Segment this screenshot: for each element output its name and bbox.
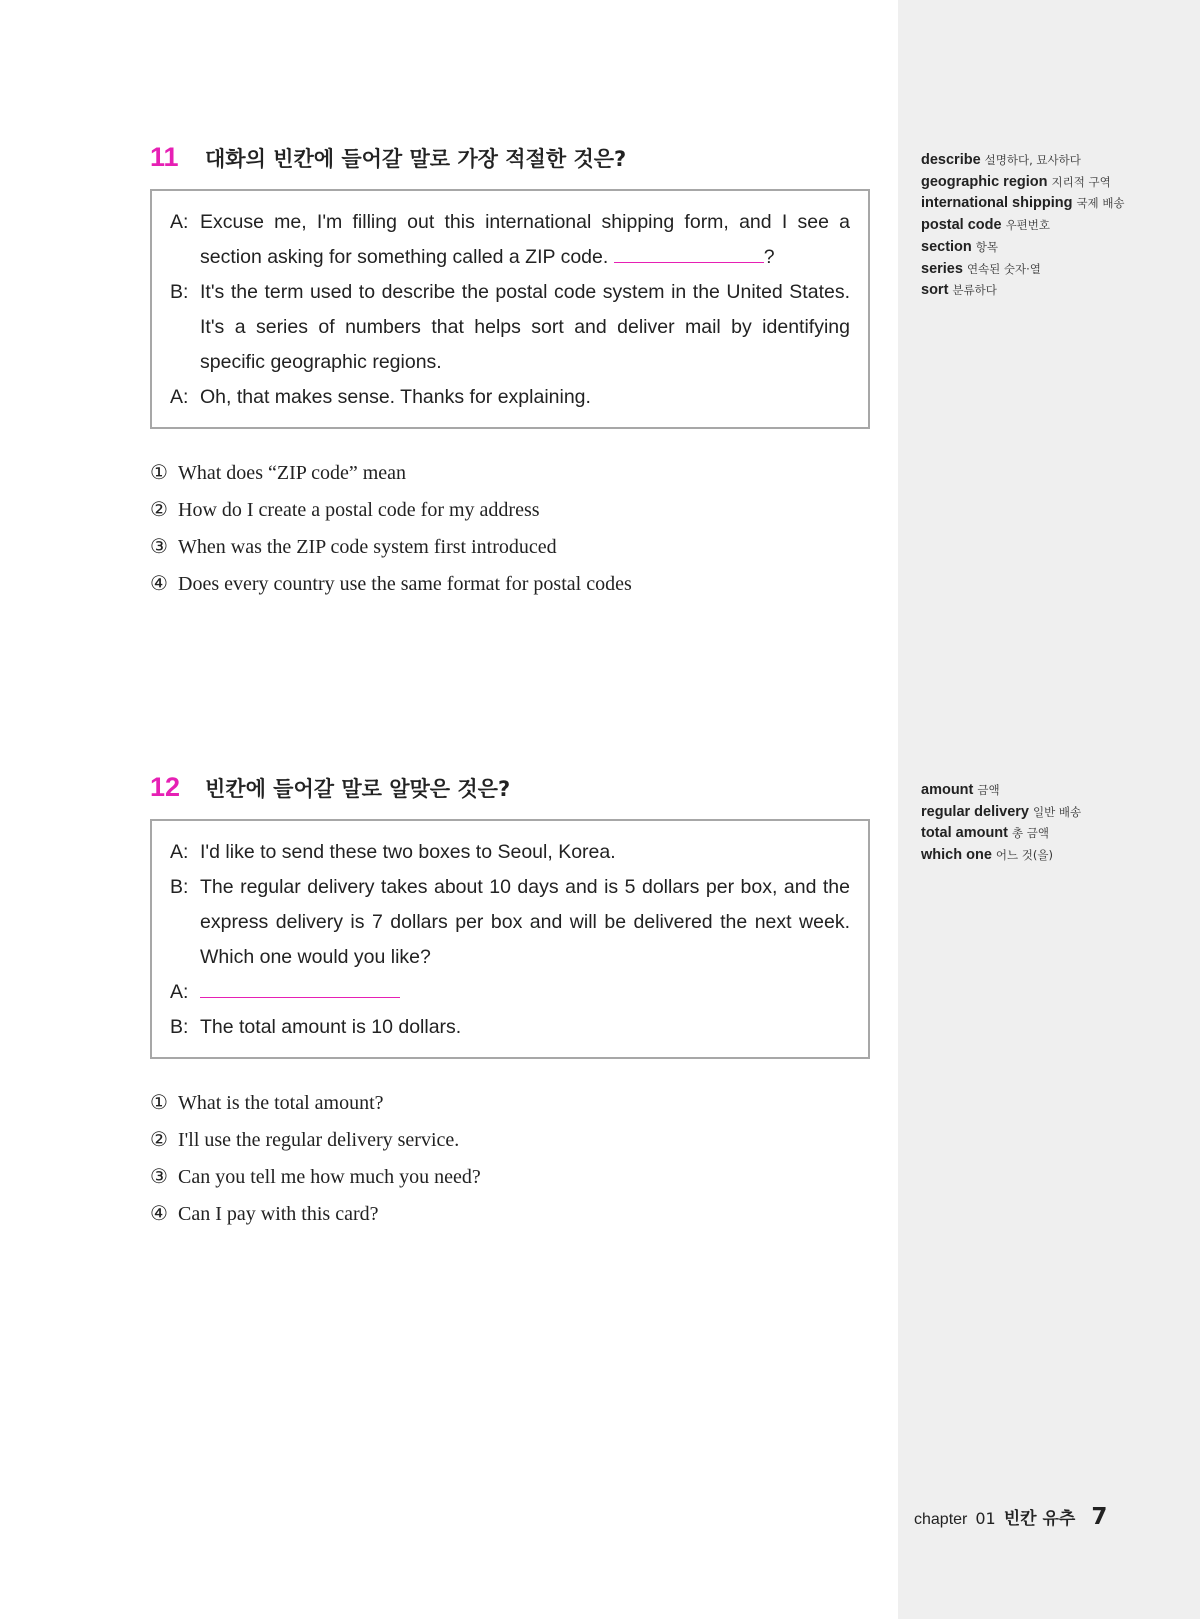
utterance — [200, 975, 850, 1010]
vocab-item — [921, 280, 1191, 302]
option-mark: ② — [150, 499, 168, 521]
option-text: How do I create a postal code for my address — [178, 499, 540, 521]
dialog-line — [170, 835, 850, 870]
dialog-line — [170, 975, 850, 1010]
dialog-box — [150, 819, 870, 1059]
dialog-box — [150, 189, 870, 429]
vocab-meaning: 일반 배송 — [1033, 804, 1082, 819]
chapter-title: 빈칸 유추 — [1003, 1509, 1076, 1529]
dialog-line — [170, 275, 850, 380]
vocab-word: sort — [921, 282, 949, 299]
answer-option[interactable] — [150, 566, 870, 603]
option-text: When was the ZIP code system first introduced — [178, 536, 557, 558]
vocab-word: describe — [921, 152, 981, 168]
speaker-label: B: — [170, 1016, 189, 1038]
answer-blank — [614, 244, 764, 263]
utterance: Oh, that makes sense. Thanks for explaining. — [200, 386, 591, 408]
page-footer — [914, 1504, 1107, 1530]
vocab-item — [921, 237, 1191, 259]
vocab-item — [921, 845, 1191, 867]
option-text: What is the total amount? — [178, 1092, 384, 1114]
speaker-label: B: — [170, 281, 189, 303]
question-title: 대화의 빈칸에 들어갈 말로 가장 적절한 것은? — [205, 147, 627, 171]
vocab-item — [921, 172, 1191, 194]
vocab-meaning: 총 금액 — [1012, 826, 1049, 841]
vocab-word: international shipping — [921, 195, 1073, 212]
answer-blank — [200, 979, 400, 998]
speaker-label: A: — [170, 841, 189, 863]
option-mark: ④ — [150, 1203, 168, 1225]
dialog-line — [170, 870, 850, 975]
question-number: 11 — [150, 142, 179, 172]
speaker-label: B: — [170, 876, 189, 898]
option-mark: ② — [150, 1129, 168, 1151]
question-number: 12 — [150, 772, 181, 802]
option-mark: ④ — [150, 573, 168, 595]
vocab-item — [921, 802, 1191, 824]
question-header — [150, 772, 870, 803]
vocab-word: amount — [921, 782, 974, 798]
chapter-label: chapter — [914, 1511, 968, 1528]
speaker-label: A: — [170, 981, 189, 1003]
speaker-label: A: — [170, 386, 189, 408]
answer-option[interactable] — [150, 1196, 870, 1233]
answer-option[interactable] — [150, 529, 870, 566]
utterance: Excuse me, I'm filling out this international shipping form, and I see a section asking for something called a ZIP code. ? — [200, 211, 850, 268]
vocab-word: series — [921, 260, 963, 277]
dialog-line — [170, 380, 850, 415]
answer-option[interactable] — [150, 1159, 870, 1196]
question-title: 빈칸에 들어갈 말로 알맞은 것은? — [205, 777, 511, 801]
option-text: I'll use the regular delivery service. — [178, 1129, 460, 1151]
vocab-word: geographic region — [921, 173, 1048, 190]
dialog-line — [170, 1010, 850, 1045]
vocab-word: which one — [921, 847, 992, 864]
vocab-item — [921, 823, 1191, 845]
vocab-meaning: 분류하다 — [952, 283, 997, 298]
option-mark: ① — [150, 462, 168, 484]
vocab-list-11 — [921, 150, 1191, 302]
speaker-label: A: — [170, 211, 189, 233]
vocab-meaning: 설명하다, 묘사하다 — [984, 153, 1081, 167]
vocab-meaning: 어느 것(을) — [995, 848, 1053, 863]
question-header — [150, 142, 870, 173]
option-text: Can you tell me how much you need? — [178, 1166, 481, 1188]
vocab-word: postal code — [921, 217, 1002, 234]
answer-option[interactable] — [150, 455, 870, 492]
utterance: The regular delivery takes about 10 days and is 5 dollars per box, and the express delivery is 7 dollars per box and will be delivered the next week. Which one would you like? — [200, 876, 850, 968]
option-text: What does “ZIP code” mean — [178, 462, 407, 484]
vocab-meaning: 지리적 구역 — [1051, 174, 1111, 189]
vocab-meaning: 국제 배송 — [1076, 196, 1125, 211]
option-text: Can I pay with this card? — [178, 1203, 379, 1225]
answer-option[interactable] — [150, 492, 870, 529]
page-number: 7 — [1091, 1504, 1108, 1530]
answer-option[interactable] — [150, 1085, 870, 1122]
vocab-meaning: 연속된 숫자·열 — [966, 261, 1041, 276]
vocab-word: section — [921, 238, 972, 255]
question-12 — [150, 772, 870, 1233]
option-text: Does every country use the same format for postal codes — [178, 573, 632, 595]
vocab-list-12 — [921, 780, 1191, 867]
blank-suffix: ? — [763, 246, 775, 268]
dialog-line — [170, 205, 850, 275]
option-mark: ③ — [150, 536, 168, 558]
vocab-item — [921, 150, 1191, 172]
answer-option[interactable] — [150, 1122, 870, 1159]
vocab-item — [921, 780, 1191, 802]
option-mark: ① — [150, 1092, 168, 1114]
utterance: The total amount is 10 dollars. — [200, 1016, 462, 1038]
utterance: I'd like to send these two boxes to Seoul, Korea. — [200, 841, 616, 863]
vocab-meaning: 우편번호 — [1005, 218, 1051, 233]
utterance: It's the term used to describe the postal code system in the United States. It's a series of numbers that helps sort and deliver mail by identifying specific geographic regions. — [200, 281, 850, 373]
answer-options — [150, 455, 870, 603]
chapter-number: 01 — [975, 1509, 996, 1528]
vocab-item — [921, 259, 1191, 281]
vocab-item — [921, 215, 1191, 237]
vocab-word: regular delivery — [921, 803, 1029, 820]
option-mark: ③ — [150, 1166, 168, 1188]
vocab-word: total amount — [921, 825, 1008, 842]
vocab-meaning: 금액 — [977, 783, 1000, 797]
vocab-meaning: 항목 — [975, 239, 998, 254]
question-11 — [150, 142, 870, 603]
answer-options — [150, 1085, 870, 1233]
vocab-item — [921, 193, 1191, 215]
